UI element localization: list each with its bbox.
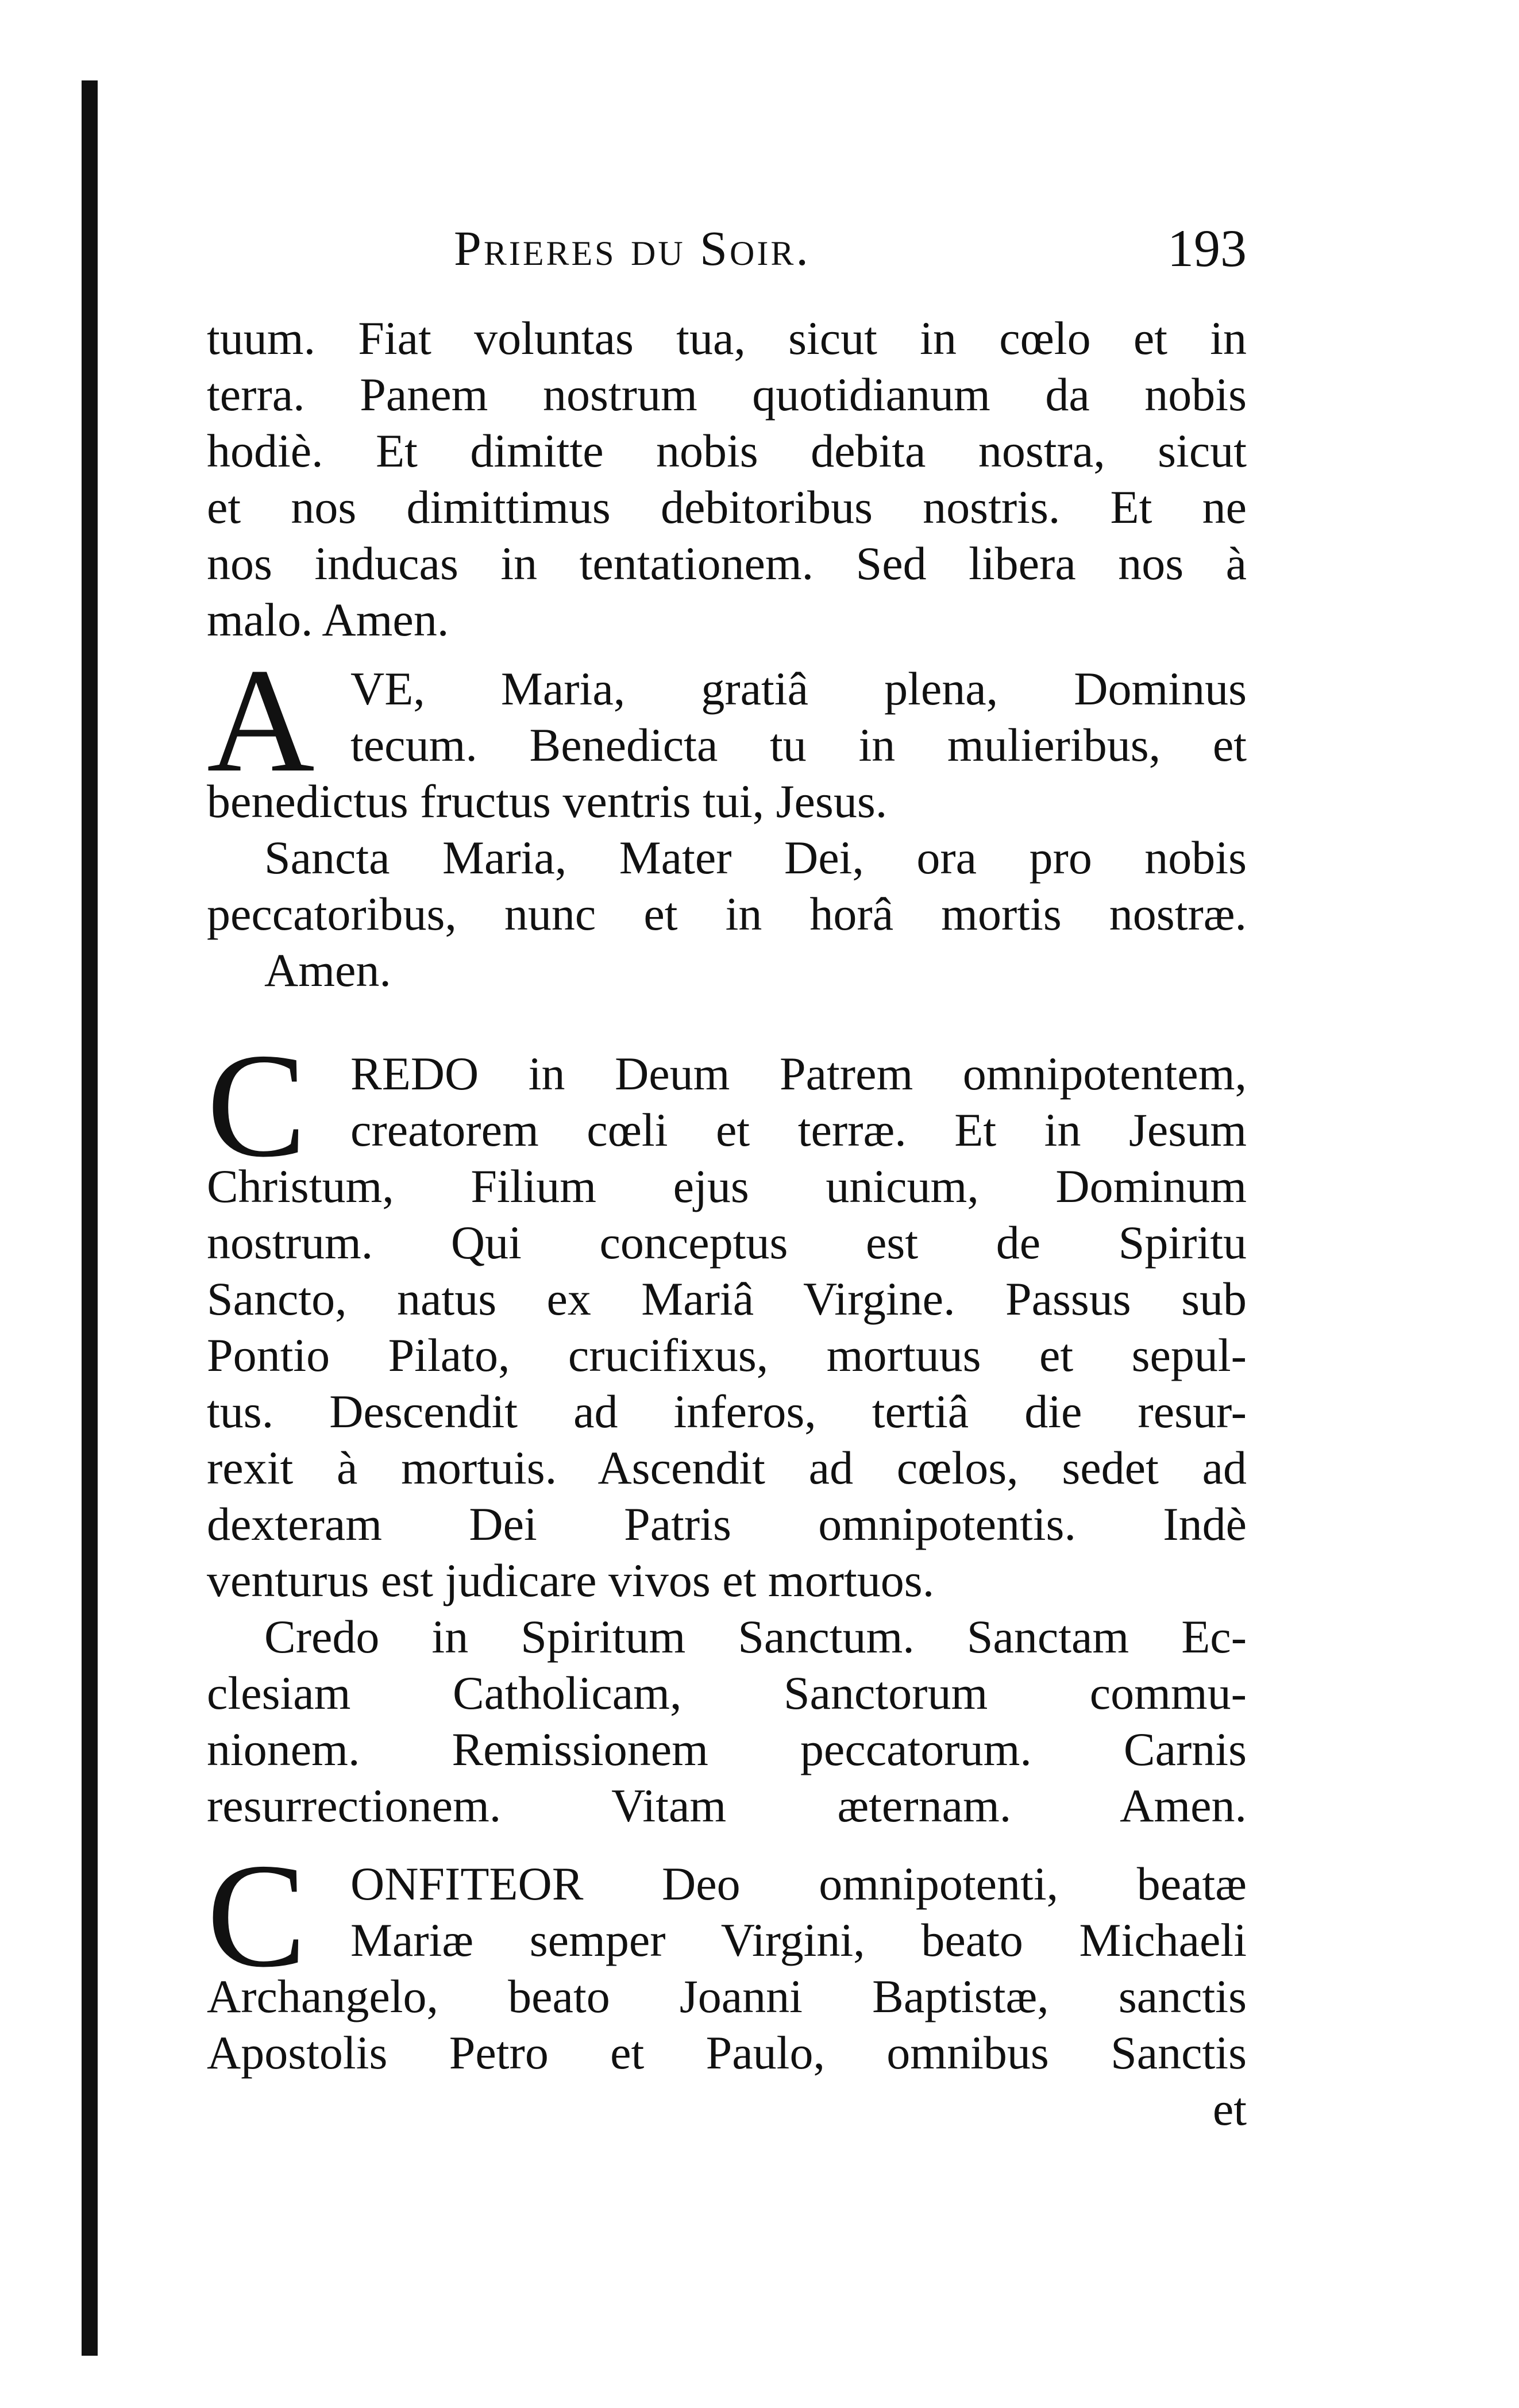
text-line: et nos dimittimus debitoribus nostris. Et ne <box>207 481 1247 533</box>
text-line: dexteram Dei Patris omnipotentis. Indè <box>207 1498 1247 1550</box>
text-line: malo. Amen. <box>207 594 449 646</box>
text-line: Sancto, natus ex Mariâ Virgine. Passus sub <box>207 1273 1247 1325</box>
text-line: benedictus fructus ventris tui, Jesus. <box>207 775 888 827</box>
drop-cap: A <box>207 638 315 803</box>
text-line: Apostolis Petro et Paulo, omnibus Sanctis <box>207 2026 1247 2079</box>
text-line: hodiè. Et dimitte nobis debita nostra, sicut <box>207 425 1247 477</box>
text-line: VE, Maria, gratiâ plena, Dominus <box>350 662 1247 715</box>
running-head-title: Prieres du Soir. <box>454 221 811 276</box>
text-line: nionem. Remissionem peccatorum. Carnis <box>207 1723 1247 1775</box>
text-line: Archangelo, beato Joanni Baptistæ, sanctis <box>207 1970 1247 2022</box>
text-line: creatorem cœli et terræ. Et in Jesum <box>350 1104 1247 1156</box>
text-line: resurrectionem. Vitam æternam. Amen. <box>207 1779 1247 1832</box>
drop-cap: C <box>207 1833 307 1998</box>
text-line: REDO in Deum Patrem omnipotentem, <box>350 1047 1247 1100</box>
text-line: Pontio Pilato, crucifixus, mortuus et sepul- <box>207 1329 1247 1381</box>
credo-paragraph <box>207 1023 1247 1834</box>
text-line: terra. Panem nostrum quotidianum da nobis <box>207 368 1247 421</box>
text-line: Amen. <box>264 944 391 996</box>
text-line: tus. Descendit ad inferos, tertiâ die resur- <box>207 1385 1247 1438</box>
page-number: 193 <box>1167 219 1247 278</box>
text-line: Mariæ semper Virgini, beato Michaeli <box>350 1914 1247 1966</box>
text-line: rexit à mortuis. Ascendit ad cœlos, sedet ad <box>207 1442 1247 1494</box>
running-head <box>207 208 1247 288</box>
text-line: tecum. Benedicta tu in mulieribus, et <box>350 719 1247 771</box>
catchword: et <box>1212 2083 1247 2135</box>
text-line: Credo in Spiritum Sanctum. Sanctam Ec- <box>264 1611 1247 1663</box>
confiteor-paragraph <box>207 1833 1247 2137</box>
text-line: venturus est judicare vivos et mortuos. <box>207 1554 935 1606</box>
ave-maria-paragraph <box>207 638 1247 999</box>
pater-noster-end <box>207 310 1247 648</box>
text-line: nostrum. Qui conceptus est de Spiritu <box>207 1216 1247 1269</box>
text-line: ONFITEOR Deo omnipotenti, beatæ <box>350 1858 1247 1910</box>
text-line: peccatoribus, nunc et in horâ mortis nostræ. <box>207 888 1247 940</box>
text-line: tuum. Fiat voluntas tua, sicut in cœlo et in <box>207 312 1247 364</box>
text-line: nos inducas in tentationem. Sed libera nos à <box>207 537 1247 590</box>
drop-cap: C <box>207 1023 307 1188</box>
text-line: Christum, Filium ejus unicum, Dominum <box>207 1160 1247 1212</box>
page-edge-rule <box>82 80 98 2356</box>
book-page <box>207 0 1247 2408</box>
text-line: Sancta Maria, Mater Dei, ora pro nobis <box>264 831 1247 884</box>
text-line: clesiam Catholicam, Sanctorum commu- <box>207 1667 1247 1719</box>
